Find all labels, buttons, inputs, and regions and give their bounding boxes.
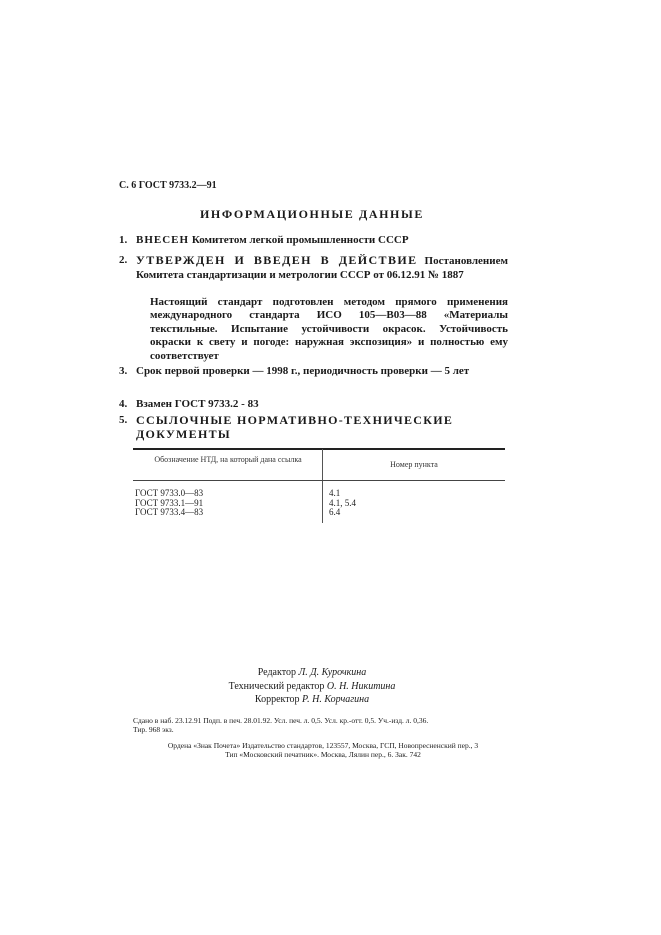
imprint-publisher <box>133 741 513 759</box>
info-item-5 <box>119 413 508 442</box>
credit-name: Р. Н. Корчагина <box>301 694 370 705</box>
item-lead: ССЫЛОЧНЫЕ НОРМАТИВНО-ТЕХНИЧЕСКИЕ ДОКУМЕНТЫ <box>136 413 454 441</box>
credit-name: Л. Д. Курочкина <box>298 667 367 678</box>
table-header-rule <box>133 480 505 481</box>
imprint-line: Ордена «Знак Почета» Издательство стандартов, 123557, Москва, ГСП, Новопресненский пер., 3 <box>167 741 479 750</box>
imprint-line: Тир. 968 экз. <box>133 725 174 734</box>
table-row-clause: 4.1, 5.4 <box>329 497 356 508</box>
item-number: 1. <box>119 234 128 246</box>
info-item-4 <box>119 398 508 411</box>
item-text: Комитетом легкой промышленности СССР <box>189 234 409 246</box>
item-number: 2. <box>119 254 128 266</box>
table-row-doc: ГОСТ 9733.0—83 <box>135 488 204 498</box>
item-lead: ВНЕСЕН <box>136 234 190 246</box>
credit-tech-editor <box>119 680 505 694</box>
section-title: ИНФОРМАЦИОННЫЕ ДАННЫЕ <box>200 207 424 221</box>
credit-role: Редактор <box>257 667 296 678</box>
item-number: 5. <box>119 414 128 426</box>
info-item-1 <box>119 234 508 247</box>
imprint-line: Тип «Московский печатник». Москва, Лялин пер., 6. Зак. 742 <box>225 750 421 759</box>
page-header: С. 6 ГОСТ 9733.2—91 <box>119 180 217 191</box>
credits-block <box>119 666 505 707</box>
credit-corrector <box>119 693 505 707</box>
info-item-3 <box>119 365 508 379</box>
table-header-document: Обозначение НТД, на который дана ссылка <box>154 455 302 464</box>
item-number: 3. <box>119 365 128 377</box>
credit-role: Корректор <box>254 694 300 705</box>
item-text: Взамен ГОСТ 9733.2 - 83 <box>136 398 259 410</box>
item-text: Постановлением Комитета стандартизации и метрологии СССР от 06.12.91 № 1887 <box>136 255 508 281</box>
credit-role: Технический редактор <box>228 680 325 692</box>
table-row-clause: 6.4 <box>329 507 341 517</box>
item-lead: УТВЕРЖДЕН И ВВЕДЕН В ДЕЙСТВИЕ <box>136 253 418 267</box>
imprint-line: Сдано в наб. 23.12.91 Подп. в печ. 28.01.92. Усл. печ. л. 0,5. Усл. кр.-отт. 0,5. Уч.-изд. л. 0,36. <box>133 716 429 725</box>
table-top-rule <box>133 448 505 450</box>
imprint-print-details <box>133 716 513 734</box>
table-row-clause: 4.1 <box>329 488 341 498</box>
credit-name: О. Н. Никитина <box>326 680 396 692</box>
info-item-2 <box>119 253 508 282</box>
table-header-clause: Номер пункта <box>390 460 438 469</box>
item-number: 4. <box>119 398 128 410</box>
item-text: Срок первой проверки — 1998 г., периодичность проверки — 5 лет <box>136 365 470 377</box>
standard-note: Настоящий стандарт подготовлен методом прямого применения международного стандарта ИСО 105—В03—88 «Материалы текстильные. Испытание устойчивости окрасок. Устойчивость окраски к свету и погоде: наружная экспозиция» и полностью ему соответствует <box>150 296 508 362</box>
table-row-doc: ГОСТ 9733.4—83 <box>135 507 204 517</box>
table-row-doc: ГОСТ 9733.1—91 <box>135 497 204 508</box>
credit-editor <box>119 666 505 680</box>
